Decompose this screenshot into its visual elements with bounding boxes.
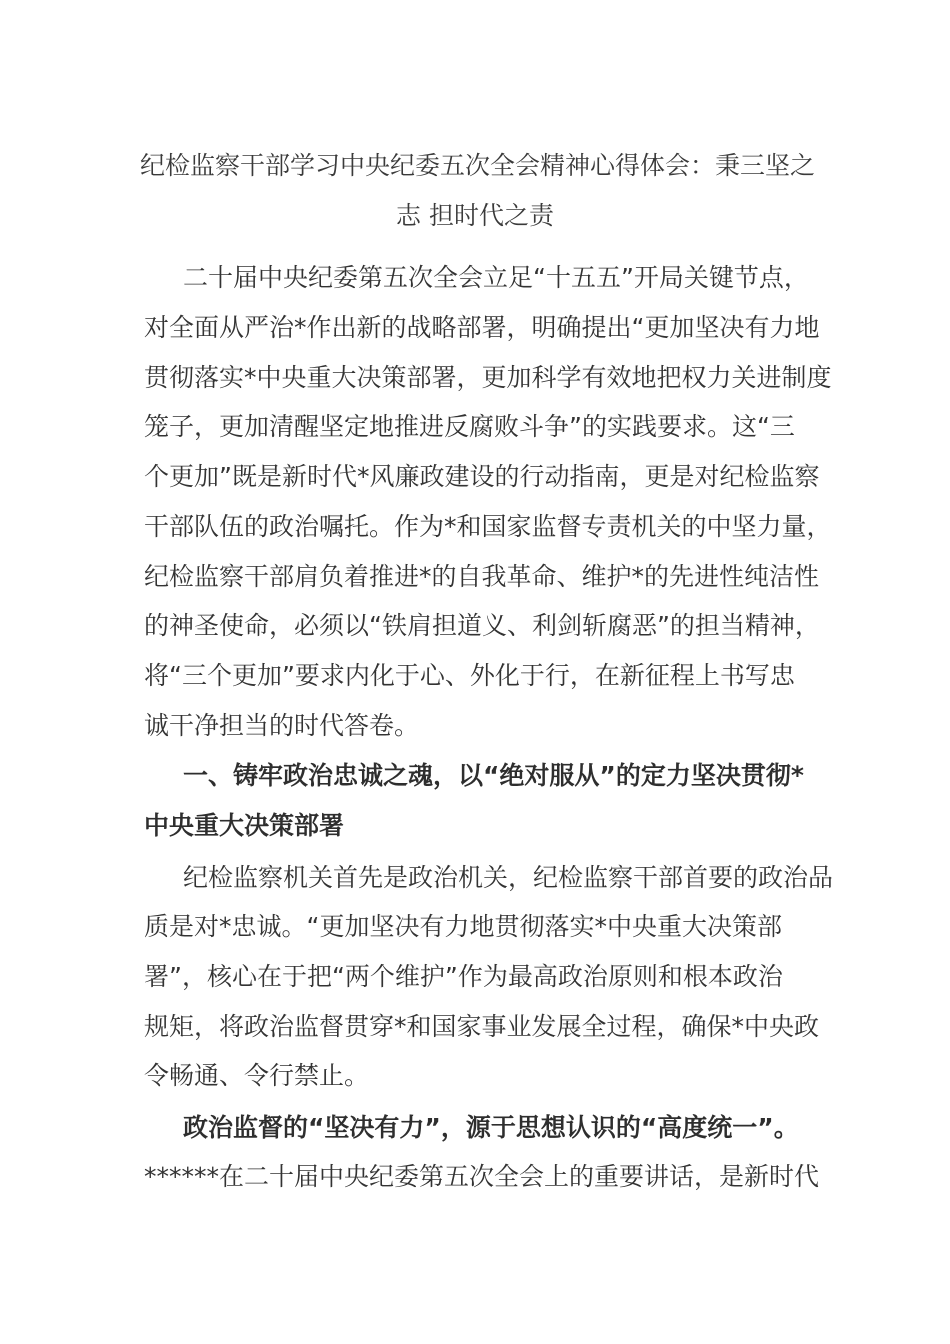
paragraph-line: 纪检监察机关首先是政治机关，纪检监察干部首要的政治品 xyxy=(183,863,834,892)
paragraph-line: 署”，核心在于把“两个维护”作为最高政治原则和根本政治 xyxy=(144,962,783,991)
paragraph-lead-sentence: 政治监督的“坚决有力”，源于思想认识的“高度统一”。 xyxy=(183,1113,799,1142)
paragraph-line: 令畅通、令行禁止。 xyxy=(144,1061,370,1090)
document-title-line-1: 纪检监察干部学习中央纪委五次全会精神心得体会：秉三坚之 xyxy=(140,151,816,180)
paragraph-line: 对全面从严治*作出新的战略部署，明确提出“更加坚决有力地 xyxy=(144,313,820,342)
paragraph-line: 干部队伍的政治嘱托。作为*和国家监督专责机关的中坚力量， xyxy=(144,512,832,541)
paragraph-line: 笼子，更加清醒坚定地推进反腐败斗争”的实践要求。这“三 xyxy=(144,412,795,441)
paragraph-line: 纪检监察干部肩负着推进*的自我革命、维护*的先进性纯洁性 xyxy=(144,562,820,591)
paragraph-line: 贯彻落实*中央重大决策部署，更加科学有效地把权力关进制度 xyxy=(144,363,832,392)
paragraph-line: 二十届中央纪委第五次全会立足“十五五”开局关键节点， xyxy=(183,263,809,292)
paragraph-line: 的神圣使命，必须以“铁肩担道义、利剑斩腐恶”的担当精神， xyxy=(144,611,820,640)
paragraph-line: 个更加”既是新时代*风廉政建设的行动指南，更是对纪检监察 xyxy=(144,462,820,491)
paragraph-line: 质是对*忠诚。“更加坚决有力地贯彻落实*中央重大决策部 xyxy=(144,912,782,941)
heading-line: 一、铸牢政治忠诚之魂，以“绝对服从”的定力坚决贯彻* xyxy=(183,761,804,790)
heading-line: 中央重大决策部署 xyxy=(144,811,345,840)
paragraph-line: 诚干净担当的时代答卷。 xyxy=(144,711,420,740)
document-title-line-2: 志 担时代之责 xyxy=(396,201,554,230)
paragraph-line: 规矩，将政治监督贯穿*和国家事业发展全过程，确保*中央政 xyxy=(144,1012,820,1041)
paragraph-line: 将“三个更加”要求内化于心、外化于行，在新征程上书写忠 xyxy=(144,661,795,690)
paragraph-line: ******在二十届中央纪委第五次全会上的重要讲话，是新时代 xyxy=(144,1162,820,1191)
